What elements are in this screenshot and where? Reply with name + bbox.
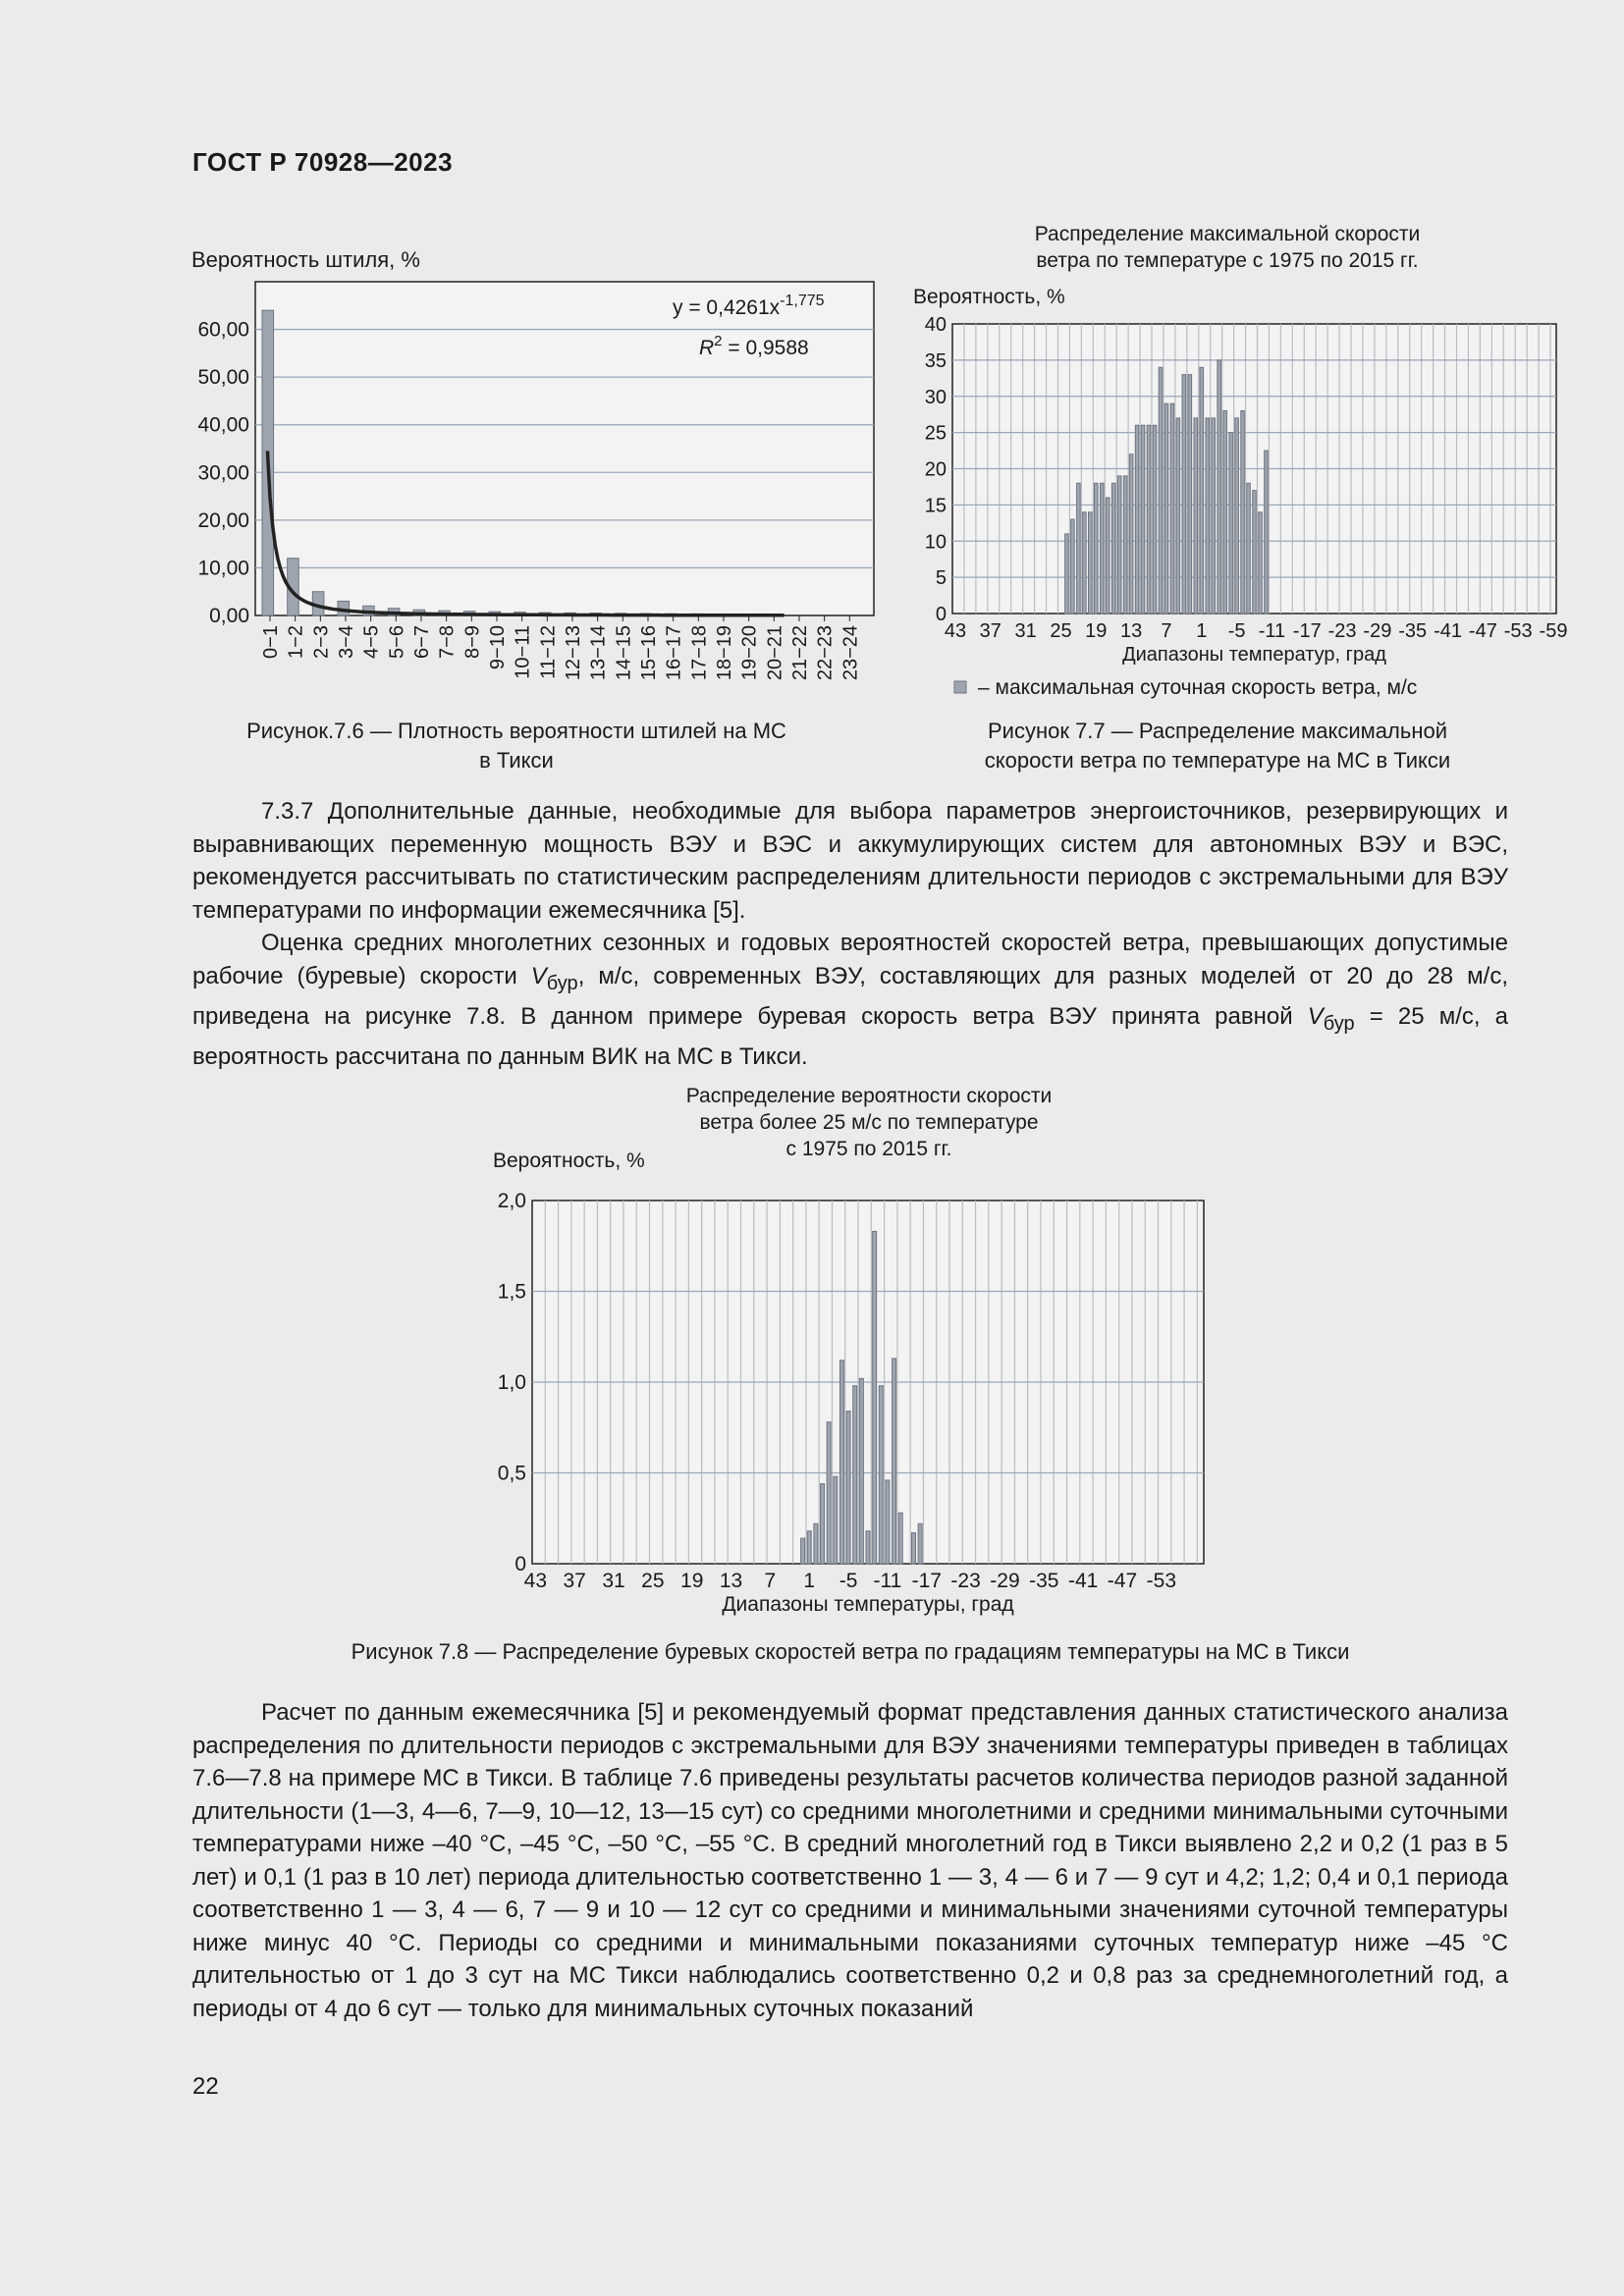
x-tick-label: -17 <box>1292 620 1322 642</box>
x-tick-label: -23 <box>950 1570 981 1592</box>
y-tick-label: 25 <box>924 422 947 445</box>
x-tick-label: -53 <box>1146 1570 1177 1592</box>
paragraph-7-3-7: 7.3.7 Дополнительные данные, необходимые для выбора параметров энергоисточников, резервирующих и выравнивающих переменную мощность ВЭУ и ВЭС и аккумулирующих систем для автономных ВЭУ и ВЭС, рекомендуется рассчитывать по статистическим распределениям длительности периодов с экстремальными для ВЭУ температурами по информации ежемесячника [5]. <box>192 798 1508 924</box>
x-tick-label: -29 <box>1363 620 1392 642</box>
bar <box>1094 483 1098 614</box>
y-tick-label: 30 <box>924 386 947 408</box>
bar <box>866 1531 870 1564</box>
text-block-2 <box>192 1696 1508 2025</box>
bar <box>859 1378 863 1564</box>
bar <box>846 1412 850 1564</box>
x-tick-label: 1−2 <box>285 625 307 659</box>
bar <box>1182 375 1186 614</box>
subscript: бур <box>1323 1012 1355 1035</box>
bar <box>1065 534 1069 614</box>
bar <box>1206 418 1210 614</box>
y-tick-label: 60,00 <box>197 318 249 342</box>
y-tick-label: 0,00 <box>209 605 249 627</box>
x-tick-label: 11−12 <box>537 625 560 679</box>
x-tick-label: 31 <box>1014 620 1037 642</box>
x-tick-label: 15−16 <box>637 625 660 681</box>
x-tick-label: 2−3 <box>310 625 333 659</box>
bar <box>1089 512 1093 614</box>
caption-line: Рисунок 7.8 — Распределение буревых скоростей ветра по градациям температуры на МС в Тикси <box>351 1639 1350 1664</box>
x-axis-label: Диапазоны температур, град <box>1122 644 1386 666</box>
x-tick-label: 19 <box>680 1570 704 1592</box>
bar <box>873 1231 877 1564</box>
y-tick-label: 40,00 <box>197 413 249 437</box>
bar <box>1159 367 1163 614</box>
y-tick-label: 30,00 <box>197 461 249 485</box>
x-tick-label: -5 <box>839 1570 858 1592</box>
caption-line: Рисунок.7.6 — Плотность вероятности штилей на МС <box>246 719 786 743</box>
bar <box>1229 433 1233 614</box>
x-tick-label: -29 <box>990 1570 1020 1592</box>
figure-7-7-caption <box>923 717 1512 775</box>
bar <box>1194 418 1198 614</box>
y-tick-label: 5 <box>935 567 947 590</box>
x-tick-label: 20−21 <box>764 625 786 681</box>
bar <box>1111 483 1115 614</box>
bar <box>1147 425 1151 614</box>
bar <box>1259 512 1263 614</box>
x-tick-label: 3−4 <box>335 625 357 659</box>
caption-line: скорости ветра по температуре на МС в Тикси <box>984 748 1451 773</box>
bar <box>1176 418 1180 614</box>
x-tick-label: -41 <box>1434 620 1462 642</box>
x-tick-label: -23 <box>1327 620 1357 642</box>
paragraph-tables-7-6-7-8: Расчет по данным ежемесячника [5] и рекомендуемый формат представления данных статистического анализа распределения по длительности периодов с экстремальными для ВЭУ значениями температуры приведен в таблицах 7.6—7.8 на примере МС в Тикси. В таблице 7.6 приведены результаты расчетов количества периодов разной заданной длительности (1—3, 4—6, 7—9, 10—12, 13—15 сут) со средними многолетними и средними минимальными суточными температурами ниже –40 °С, –45 °С, –50 °С, –55 °С. В средний многолетний год в Тикси выявлено 2,2 и 0,2 (1 раз в 5 лет) и 0,1 (1 раз в 10 лет) периода длительностью соответственно 1 — 3, 4 — 6 и 7 — 9 сут и 4,2; 1,2; 0,4 и 0,1 периода соответственно 1 — 3, 4 — 6, 7 — 9 и 10 — 12 сут со средними и минимальными значениями суточной температуры ниже минус 40 °С. Периоды со средними и минимальными показаниями суточных температур ниже –45 °С длительностью от 1 до 3 сут на МС Тикси наблюдались соответственно 0,2 и 0,8 раз за среднемноголетний год, а периоды от 4 до 6 сут — только для минимальных суточных показаний <box>192 1699 1508 2022</box>
x-tick-label: 13 <box>719 1570 743 1592</box>
equation-base: y = 0,4261x <box>673 296 781 319</box>
bar <box>1247 483 1251 614</box>
bar <box>911 1533 915 1564</box>
x-tick-label: 19−20 <box>738 625 761 681</box>
x-tick-label: 18−19 <box>713 625 735 681</box>
figure-7-8-chart <box>471 1085 1237 1625</box>
x-tick-label: -35 <box>1398 620 1428 642</box>
y-tick-label: 2,0 <box>497 1190 526 1212</box>
x-tick-label: 31 <box>602 1570 625 1592</box>
text-run: , м/с, современных ВЭУ, составляющих для разных моделей от 20 до 28 м/с, приведена на рисунке 7.8. В данном примере буревая скорость ветра ВЭУ принята равной <box>192 962 1508 1030</box>
chart-title: ветра по температуре с 1975 по 2015 гг. <box>1036 249 1419 272</box>
x-tick-label: 12−13 <box>562 625 584 681</box>
y-axis-label: Вероятность, % <box>913 286 1065 308</box>
x-tick-label: -11 <box>1258 620 1286 642</box>
bar <box>1235 418 1239 614</box>
x-tick-label: 1 <box>803 1570 816 1592</box>
bar <box>801 1538 805 1564</box>
document-header: ГОСТ Р 70928—2023 <box>192 147 454 177</box>
y-tick-label: 10,00 <box>197 557 249 580</box>
symbol-v: V <box>530 962 547 989</box>
y-axis-label: Вероятность штиля, % <box>191 247 420 272</box>
bar <box>886 1480 890 1564</box>
text-run: = 25 м/с, а вероятность рассчитана по данным ВИК на МС в Тикси. <box>192 1002 1508 1071</box>
bar <box>918 1523 922 1564</box>
x-tick-label: 14−15 <box>613 625 635 681</box>
paragraph-wind-probability <box>192 927 1508 1074</box>
x-tick-label: -59 <box>1539 620 1568 642</box>
bar <box>1223 411 1227 614</box>
bar <box>1123 476 1127 614</box>
subscript: бур <box>546 972 578 994</box>
x-tick-label: 17−18 <box>688 625 711 681</box>
bar <box>879 1386 883 1564</box>
y-tick-label: 1,0 <box>497 1371 526 1394</box>
text-run: Оценка средних многолетних сезонных и годовых вероятностей скоростей ветра, превышающих допустимые рабочие (буревые) скорости <box>192 930 1508 989</box>
x-tick-label: 43 <box>523 1570 548 1592</box>
x-tick-label: 8−9 <box>461 625 484 659</box>
chart-title: с 1975 по 2015 гг. <box>785 1138 952 1160</box>
x-tick-label: -11 <box>873 1570 902 1592</box>
bar <box>1218 360 1221 614</box>
bar <box>1200 367 1204 614</box>
x-tick-label: -47 <box>1468 620 1497 642</box>
bar <box>1164 403 1168 614</box>
y-tick-label: 0,5 <box>497 1462 526 1485</box>
x-tick-label: 7 <box>1161 620 1172 642</box>
x-tick-label: 1 <box>1196 620 1208 642</box>
x-tick-label: 23−24 <box>839 625 862 681</box>
bar <box>839 1361 843 1564</box>
x-tick-label: 21−22 <box>788 625 811 681</box>
equation-exponent: -1,775 <box>780 293 825 309</box>
y-tick-label: 15 <box>924 495 947 517</box>
x-tick-label: 6−7 <box>410 625 433 659</box>
x-tick-label: 0−1 <box>259 625 282 659</box>
y-axis-label: Вероятность, % <box>493 1149 645 1172</box>
bar <box>1071 519 1075 614</box>
x-tick-label: 13 <box>1119 620 1143 642</box>
r2-symbol: R <box>699 337 715 359</box>
bar <box>1135 425 1139 614</box>
bar <box>834 1476 838 1564</box>
x-tick-label: 19 <box>1085 620 1108 642</box>
bar <box>1077 483 1081 614</box>
y-tick-label: 0 <box>514 1553 526 1575</box>
chart-title: Распределение вероятности скорости <box>685 1085 1053 1107</box>
text-block-1 <box>192 795 1508 1074</box>
bar <box>1253 491 1257 614</box>
x-tick-label: 10−11 <box>512 625 534 679</box>
x-axis-label: Диапазоны температуры, град <box>722 1593 1014 1616</box>
bar <box>1170 403 1174 614</box>
bar <box>1141 425 1145 614</box>
x-tick-label: 37 <box>563 1570 586 1592</box>
figure-7-6-chart <box>187 240 893 702</box>
x-tick-label: -17 <box>911 1570 942 1592</box>
y-tick-label: 40 <box>924 314 947 336</box>
x-tick-label: 22−23 <box>814 625 837 681</box>
bar <box>1188 375 1192 614</box>
page-number: 22 <box>192 2073 219 2100</box>
caption-line: Рисунок 7.7 — Распределение максимальной <box>987 719 1448 743</box>
chart-title: ветра более 25 м/с по температуре <box>699 1111 1039 1134</box>
bar <box>853 1386 857 1564</box>
r2-value: = 0,9588 <box>722 337 809 359</box>
x-tick-label: 13−14 <box>587 625 610 681</box>
chart-title: Распределение максимальной скорости <box>1034 223 1421 245</box>
x-tick-label: 7−8 <box>436 625 459 659</box>
bar <box>893 1359 896 1564</box>
x-tick-label: 9−10 <box>486 625 509 670</box>
y-tick-label: 50,00 <box>197 366 249 390</box>
bar <box>898 1513 902 1564</box>
caption-line: в Тикси <box>479 748 554 773</box>
y-tick-label: 1,5 <box>497 1280 526 1304</box>
y-tick-label: 0 <box>935 604 947 625</box>
bar <box>1129 454 1133 614</box>
x-tick-label: 16−17 <box>663 625 685 681</box>
bar <box>1212 418 1216 614</box>
x-tick-label: 25 <box>641 1570 665 1592</box>
bar <box>1083 512 1087 614</box>
x-tick-label: -53 <box>1503 620 1533 642</box>
bar <box>1106 498 1110 614</box>
bar <box>821 1484 825 1564</box>
plot-area <box>255 282 874 615</box>
bar <box>1265 451 1269 614</box>
bar <box>807 1531 811 1564</box>
x-tick-label: -41 <box>1067 1570 1099 1592</box>
legend-label: – максимальная суточная скорость ветра, м/с <box>978 676 1418 699</box>
x-tick-label: 37 <box>979 620 1001 642</box>
symbol-v: V <box>1307 1002 1324 1030</box>
r2-exponent: 2 <box>714 333 723 349</box>
bar <box>1153 425 1157 614</box>
x-tick-label: -5 <box>1227 620 1246 642</box>
bar <box>1241 411 1245 614</box>
y-tick-label: 20 <box>924 458 947 481</box>
x-tick-label: 4−5 <box>360 625 383 659</box>
bar <box>814 1523 818 1564</box>
x-tick-label: -35 <box>1029 1570 1059 1592</box>
x-tick-label: 7 <box>764 1570 777 1592</box>
bar <box>827 1422 831 1564</box>
legend-swatch <box>954 681 966 693</box>
figure-7-8-caption <box>192 1637 1508 1667</box>
x-tick-label: 25 <box>1050 620 1072 642</box>
x-tick-label: 5−6 <box>386 625 408 659</box>
x-tick-label: 43 <box>944 620 967 642</box>
bar <box>1117 476 1121 614</box>
y-tick-label: 35 <box>924 349 947 372</box>
bar <box>1100 483 1104 614</box>
x-tick-label: -47 <box>1107 1570 1138 1592</box>
y-tick-label: 20,00 <box>197 508 249 532</box>
figure-7-7-chart <box>903 221 1568 712</box>
y-tick-label: 10 <box>924 531 947 554</box>
figure-7-6-caption <box>192 717 840 775</box>
